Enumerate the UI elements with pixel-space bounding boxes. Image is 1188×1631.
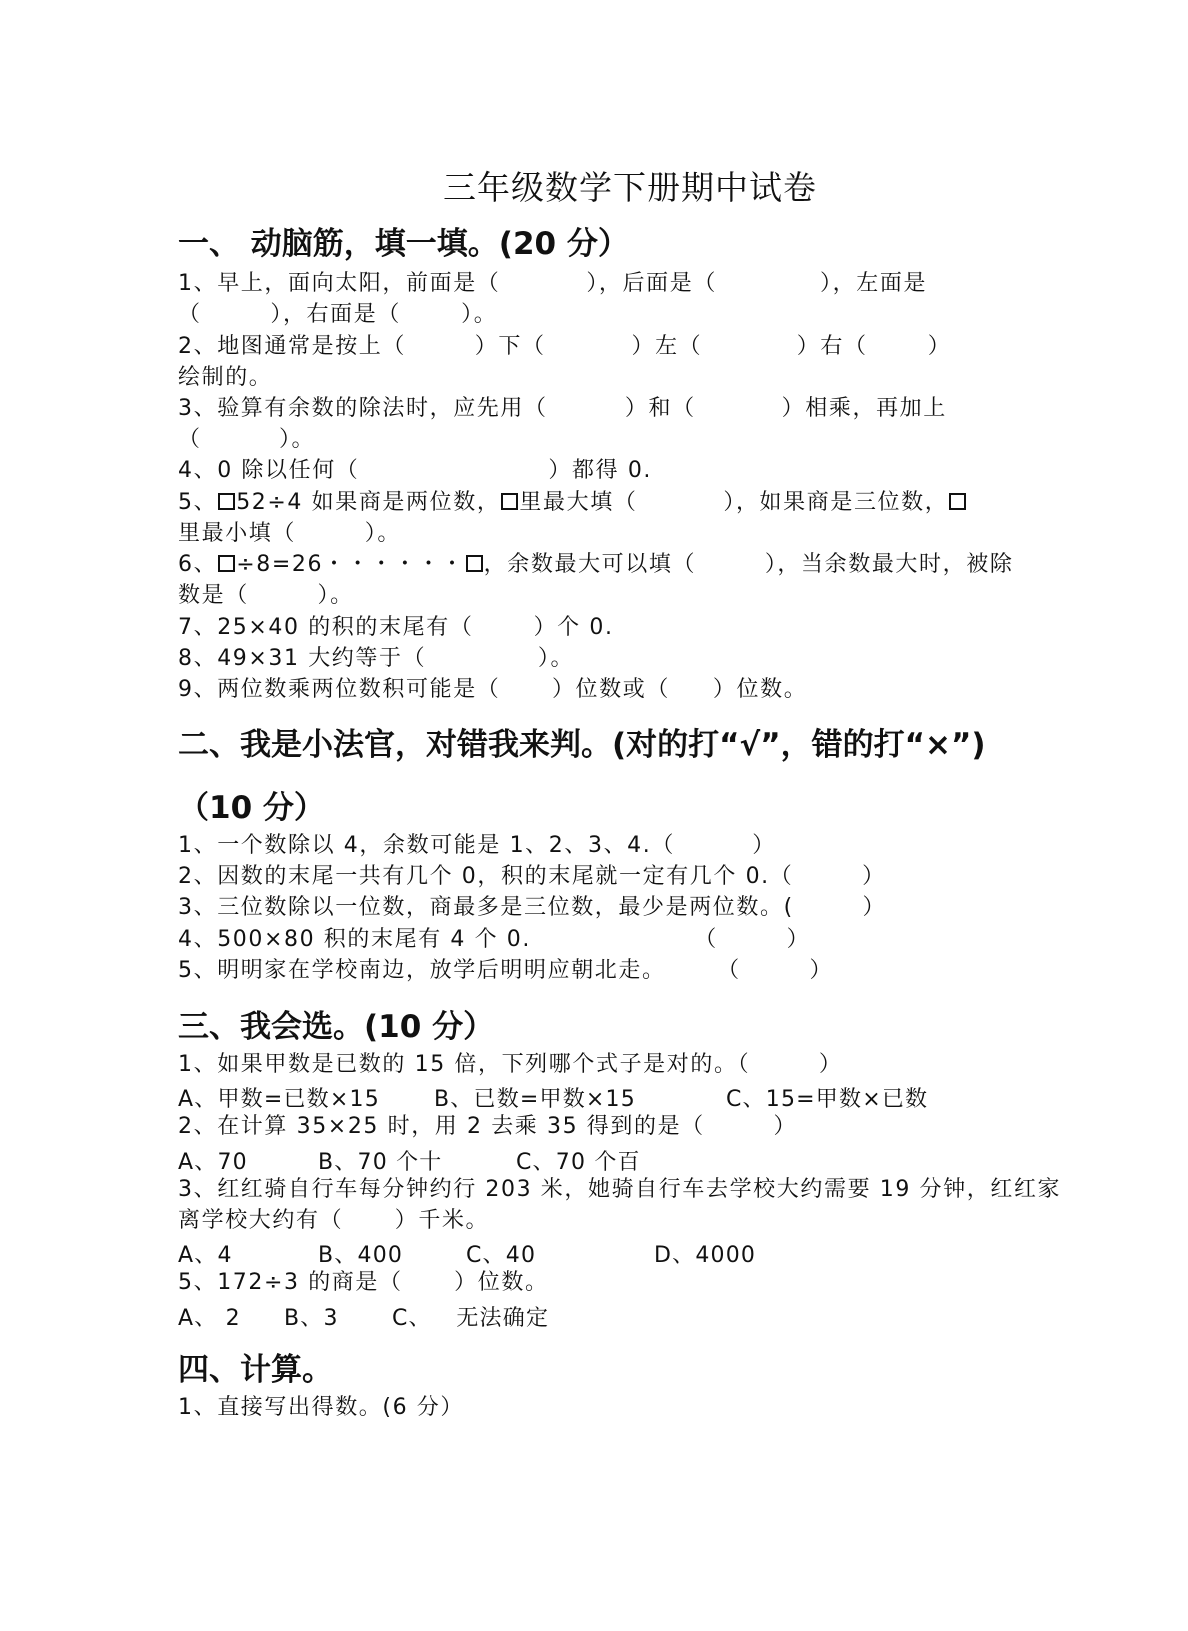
q6-prefix: 6、 [178, 552, 218, 577]
s3-q2-opt-c: C、70 个百 [516, 1150, 641, 1175]
s3-q3-opt-b: B、400 [318, 1243, 404, 1268]
section-2-heading: 二、我是小法官，对错我来判。(对的打“√”，错的打“×”) [178, 727, 986, 763]
s3-q5: 5、172÷3 的商是（ ）位数。 [178, 1270, 549, 1295]
blank-box [949, 493, 966, 510]
s2-line-3: 3、三位数除以一位数，商最多是三位数，最少是两位数。( ） [178, 895, 887, 920]
s1-line-6: （ ）。 [178, 427, 316, 452]
s3-q3-line-1: 3、红红骑自行车每分钟约行 203 米，她骑自行车去学校大约需要 19 分钟，红红家 [178, 1177, 1062, 1202]
s2-line-5: 5、明明家在学校南边，放学后明明应朝北走。 （ ） [178, 958, 834, 983]
s1-line-10 [178, 551, 1013, 579]
q6-part-b: ，余数最大可以填（ ），当余数最大时，被除 [483, 552, 1014, 577]
s4-q1: 1、直接写出得数。(6 分） [178, 1395, 464, 1420]
s1-line-1: 1、早上，面向太阳，前面是（ ），后面是（ ），左面是 [178, 271, 928, 296]
s3-q1-opt-c: C、15=甲数×已数 [726, 1087, 929, 1112]
s3-q3-opt-c: C、40 [466, 1243, 537, 1268]
s1-line-4: 绘制的。 [178, 365, 273, 390]
s1-line-7: 4、0 除以任何（ ）都得 0. [178, 458, 653, 483]
s3-q1: 1、如果甲数是已数的 15 倍，下列哪个式子是对的。（ ） [178, 1052, 843, 1077]
s2-line-1: 1、一个数除以 4，余数可能是 1、2、3、4.（ ） [178, 833, 776, 858]
s1-line-12: 7、25×40 的积的末尾有（ ）个 0. [178, 615, 614, 640]
s3-q2-opt-a: A、70 [178, 1150, 248, 1175]
s1-line-13: 8、49×31 大约等于（ ）。 [178, 646, 575, 671]
q6-part-a: ÷8=26・・・・・・ [236, 552, 465, 577]
s1-line-11: 数是（ ）。 [178, 583, 354, 608]
blank-box [218, 555, 235, 572]
blank-box [501, 493, 518, 510]
blank-box [218, 493, 235, 510]
section-4-heading: 四、计算。 [178, 1352, 333, 1388]
q5-prefix: 5、 [178, 490, 218, 515]
section-2-heading-cont: （10 分） [178, 790, 325, 826]
q5-part-b: 里最大填（ ），如果商是三位数， [519, 490, 949, 515]
s3-q3-opt-a: A、4 [178, 1243, 233, 1268]
s3-q2: 2、在计算 35×25 时，用 2 去乘 35 得到的是（ ） [178, 1114, 798, 1139]
s3-q5-opt-c: C、 无法确定 [392, 1306, 550, 1331]
s3-q3-line-2: 离学校大约有（ ）千米。 [178, 1208, 490, 1233]
s1-line-9: 里最小填（ ）。 [178, 521, 401, 546]
s1-line-3: 2、地图通常是按上（ ）下（ ）左（ ）右（ ） [178, 334, 952, 359]
s3-q1-opt-b: B、已数=甲数×15 [434, 1087, 636, 1112]
s1-line-14: 9、两位数乘两位数积可能是（ ）位数或（ ）位数。 [178, 677, 808, 702]
page-title: 三年级数学下册期中试卷 [443, 168, 817, 207]
section-1-heading: 一、 动脑筋，填一填。(20 分） [178, 226, 629, 262]
s2-line-4: 4、500×80 积的末尾有 4 个 0. （ ） [178, 927, 811, 952]
s3-q3-opt-d: D、4000 [654, 1243, 757, 1268]
s3-q5-opt-a: A、 2 [178, 1306, 241, 1331]
s1-line-8 [178, 489, 967, 517]
s1-line-5: 3、验算有余数的除法时，应先用（ ）和（ ）相乘，再加上 [178, 396, 947, 421]
section-3-heading: 三、我会选。(10 分） [178, 1009, 495, 1045]
blank-box [466, 555, 483, 572]
s2-line-2: 2、因数的末尾一共有几个 0，积的末尾就一定有几个 0.（ ） [178, 864, 886, 889]
s3-q5-opt-b: B、3 [284, 1306, 339, 1331]
q5-part-a: 52÷4 如果商是两位数， [236, 490, 501, 515]
s3-q2-opt-b: B、70 个十 [318, 1150, 443, 1175]
s1-line-2: （ ），右面是（ ）。 [178, 302, 498, 327]
s3-q1-opt-a: A、甲数=已数×15 [178, 1087, 380, 1112]
